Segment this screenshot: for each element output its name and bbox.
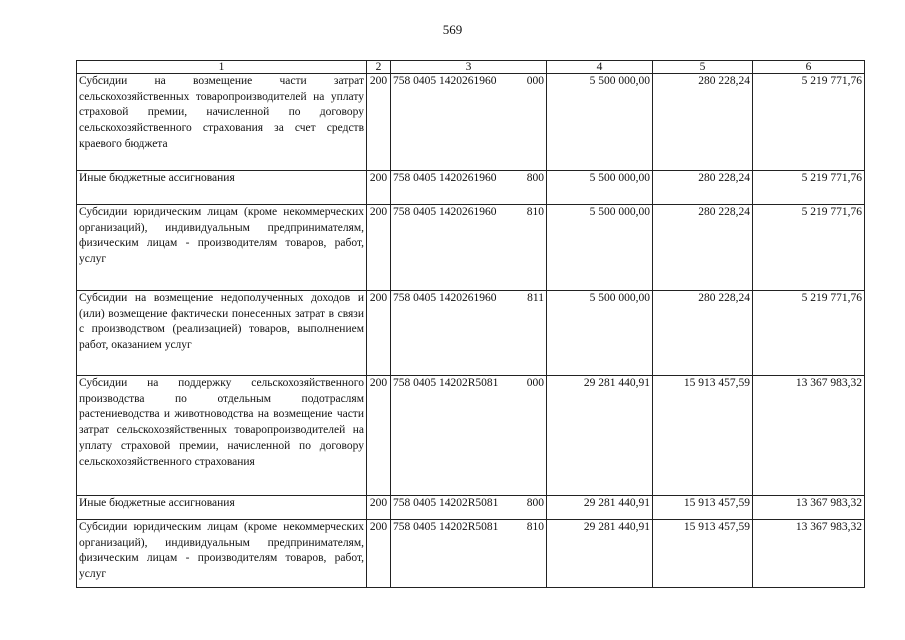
table-row bbox=[77, 171, 865, 205]
row-col4: 29 281 440,91 bbox=[547, 520, 653, 588]
row-col2: 200 bbox=[367, 74, 391, 171]
row-code bbox=[391, 74, 547, 171]
column-header-2: 2 bbox=[367, 61, 391, 74]
row-col2: 200 bbox=[367, 496, 391, 520]
row-code-main: 758 0405 1420261960 bbox=[393, 172, 497, 184]
row-code-suffix: 000 bbox=[526, 75, 544, 87]
column-header-5: 5 bbox=[653, 61, 753, 74]
row-col5: 280 228,24 bbox=[653, 205, 753, 291]
row-col6: 5 219 771,76 bbox=[753, 74, 865, 171]
row-code-main: 758 0405 1420261960 bbox=[393, 292, 497, 304]
row-description: Субсидии на возмещение части затрат сельскохозяйственных товаропроизводителей на уплату страховой премии, начисленной по договору сельскохозяйственного страхования за счет средств краевого бюджета bbox=[77, 74, 367, 171]
row-col6: 13 367 983,32 bbox=[753, 496, 865, 520]
column-header-4: 4 bbox=[547, 61, 653, 74]
row-code-main: 758 0405 1420261960 bbox=[393, 75, 497, 87]
row-code-suffix: 810 bbox=[526, 521, 544, 533]
row-col2: 200 bbox=[367, 171, 391, 205]
page-number: 569 bbox=[442, 22, 463, 37]
row-code bbox=[391, 520, 547, 588]
table-row bbox=[77, 291, 865, 376]
row-col6: 13 367 983,32 bbox=[753, 520, 865, 588]
row-col5: 280 228,24 bbox=[653, 291, 753, 376]
row-code bbox=[391, 205, 547, 291]
table-row bbox=[77, 496, 865, 520]
row-col6: 5 219 771,76 bbox=[753, 291, 865, 376]
row-description: Субсидии на поддержку сельскохозяйственного производства по отдельным подотраслям растениеводства и животноводства на возмещение части затрат сельскохозяйственных товаропроизводителей на уплату страховой премии, начисленной по договору сельскохозяйственного страхования bbox=[77, 376, 367, 496]
row-col6: 5 219 771,76 bbox=[753, 205, 865, 291]
column-header-6: 6 bbox=[753, 61, 865, 74]
row-code bbox=[391, 291, 547, 376]
row-col5: 280 228,24 bbox=[653, 171, 753, 205]
row-description: Субсидии юридическим лицам (кроме некоммерческих организаций), индивидуальным предпринимателям, физическим лицам - производителям товаров, работ, услуг bbox=[77, 205, 367, 291]
table-row bbox=[77, 74, 865, 171]
row-col2: 200 bbox=[367, 520, 391, 588]
budget-table bbox=[76, 60, 865, 588]
row-description: Субсидии на возмещение недополученных доходов и (или) возмещение фактически понесенных затрат в связи с производством (реализацией) товаров, выполнением работ, оказанием услуг bbox=[77, 291, 367, 376]
row-code bbox=[391, 171, 547, 205]
row-code bbox=[391, 376, 547, 496]
row-description: Субсидии юридическим лицам (кроме некоммерческих организаций), индивидуальным предпринимателям, физическим лицам - производителям товаров, работ, услуг bbox=[77, 520, 367, 588]
row-col5: 15 913 457,59 bbox=[653, 520, 753, 588]
row-description: Иные бюджетные ассигнования bbox=[77, 496, 367, 520]
row-code-main: 758 0405 14202R5081 bbox=[393, 497, 499, 509]
row-col2: 200 bbox=[367, 291, 391, 376]
row-code bbox=[391, 496, 547, 520]
row-code-suffix: 800 bbox=[526, 497, 544, 509]
row-code-suffix: 000 bbox=[526, 377, 544, 389]
column-header-1: 1 bbox=[77, 61, 367, 74]
table-row bbox=[77, 376, 865, 496]
row-code-main: 758 0405 14202R5081 bbox=[393, 521, 499, 533]
row-col5: 280 228,24 bbox=[653, 74, 753, 171]
row-col4: 29 281 440,91 bbox=[547, 376, 653, 496]
table-row bbox=[77, 205, 865, 291]
row-code-suffix: 810 bbox=[526, 206, 544, 218]
row-col4: 5 500 000,00 bbox=[547, 291, 653, 376]
row-col6: 5 219 771,76 bbox=[753, 171, 865, 205]
row-code-suffix: 800 bbox=[526, 172, 544, 184]
row-col4: 5 500 000,00 bbox=[547, 74, 653, 171]
table-header-row bbox=[77, 61, 865, 74]
row-col6: 13 367 983,32 bbox=[753, 376, 865, 496]
row-col4: 29 281 440,91 bbox=[547, 496, 653, 520]
row-col5: 15 913 457,59 bbox=[653, 376, 753, 496]
row-code-main: 758 0405 14202R5081 bbox=[393, 377, 499, 389]
row-code-main: 758 0405 1420261960 bbox=[393, 206, 497, 218]
row-col5: 15 913 457,59 bbox=[653, 496, 753, 520]
table-row bbox=[77, 520, 865, 588]
column-header-3: 3 bbox=[391, 61, 547, 74]
row-col4: 5 500 000,00 bbox=[547, 205, 653, 291]
row-col2: 200 bbox=[367, 376, 391, 496]
row-col4: 5 500 000,00 bbox=[547, 171, 653, 205]
row-col2: 200 bbox=[367, 205, 391, 291]
row-description: Иные бюджетные ассигнования bbox=[77, 171, 367, 205]
row-code-suffix: 811 bbox=[527, 292, 544, 304]
